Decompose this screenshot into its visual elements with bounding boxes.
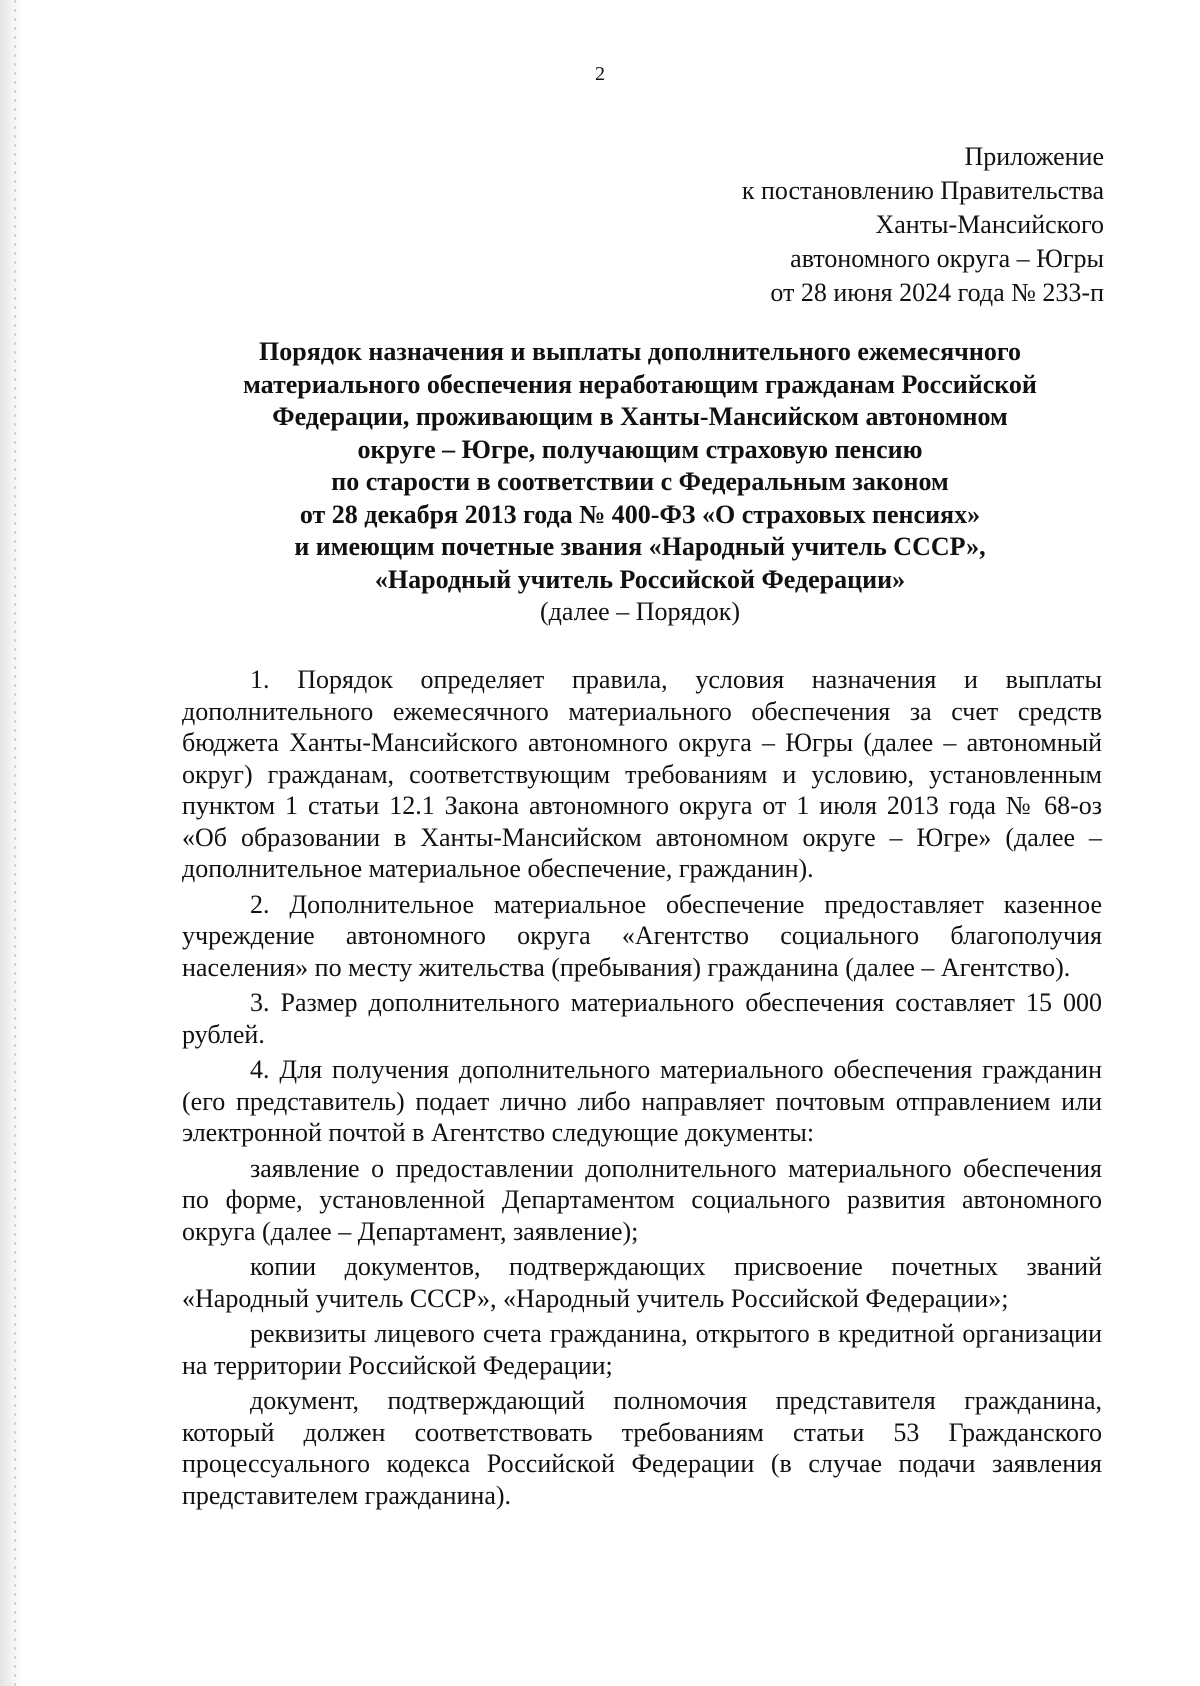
title-line: от 28 декабря 2013 года № 400-ФЗ «О страховых пенсиях» xyxy=(299,499,981,529)
title-line: «Народный учитель Российской Федерации» xyxy=(374,564,906,594)
paragraph: заявление о предоставлении дополнительного материального обеспечения по форме, установленной Департаментом социального развития автономного округа (далее – Департамент, заявление); xyxy=(182,1153,1102,1246)
title-line: Федерации, проживающим в Ханты-Мансийском автономном xyxy=(272,402,1008,431)
title-line: Порядок назначения и выплаты дополнительного ежемесячного xyxy=(259,337,1021,366)
appendix-line: от 28 июня 2024 года № 233-п xyxy=(770,278,1104,307)
paragraph: 4. Для получения дополнительного материального обеспечения гражданин (его представитель) подает лично либо направляет почтовым отправлением или электронной почтой в Агентство следующие документы: xyxy=(182,1055,1102,1147)
paragraph: 2. Дополнительное материальное обеспечение предоставляет казенное учреждение автономного округа «Агентство социального благополучия населения» по месту жительства (пребывания) гражданина (далее – Агентство). xyxy=(182,889,1102,982)
page-number: 2 xyxy=(595,63,605,85)
appendix-line: к постановлению Правительства xyxy=(741,176,1104,205)
title-line: по старости в соответствии с Федеральным законом xyxy=(331,467,949,496)
appendix-line: автономного округа – Югры xyxy=(790,244,1104,273)
title-line: округе – Югре, получающим страховую пенсию xyxy=(357,434,923,464)
paragraph: реквизиты лицевого счета гражданина, открытого в кредитной организации на территории Российской Федерации; xyxy=(182,1319,1102,1380)
scan-edge xyxy=(0,0,22,1686)
document-body xyxy=(182,664,1102,1515)
appendix-block xyxy=(504,140,1104,310)
paragraph: 1. Порядок определяет правила, условия назначения и выплаты дополнительного ежемесячного материального обеспечения за счет средств бюджета Ханты-Мансийского автономного округа – Югры (далее – автономный округ) гражданам, соответствующим требованиям и условию, установленным пунктом 1 статьи 12.1 Закона автономного округа от 1 июля 2013 года № 68-оз «Об образовании в Ханты-Мансийском автономном округе – Югре» (далее – дополнительное материальное обеспечение, гражданин). xyxy=(182,665,1102,883)
title-line: материального обеспечения неработающим гражданам Российской xyxy=(243,369,1037,399)
title-line: и имеющим почетные звания «Народный учитель СССР», xyxy=(294,532,986,561)
appendix-line: Ханты-Мансийского xyxy=(875,210,1104,239)
paragraph: копии документов, подтверждающих присвоение почетных званий «Народный учитель СССР», «Народный учитель Российской Федерации»; xyxy=(182,1252,1102,1313)
paragraph: документ, подтверждающий полномочия представителя гражданина, который должен соответствовать требованиям статьи 53 Гражданского процессуального кодекса Российской Федерации (в случае подачи заявления представителем гражданина). xyxy=(182,1386,1102,1510)
appendix-line: Приложение xyxy=(964,142,1104,171)
title-note: (далее – Порядок) xyxy=(540,597,740,626)
document-title xyxy=(170,336,1110,596)
paragraph: 3. Размер дополнительного материального обеспечения составляет 15 000 рублей. xyxy=(182,988,1102,1049)
